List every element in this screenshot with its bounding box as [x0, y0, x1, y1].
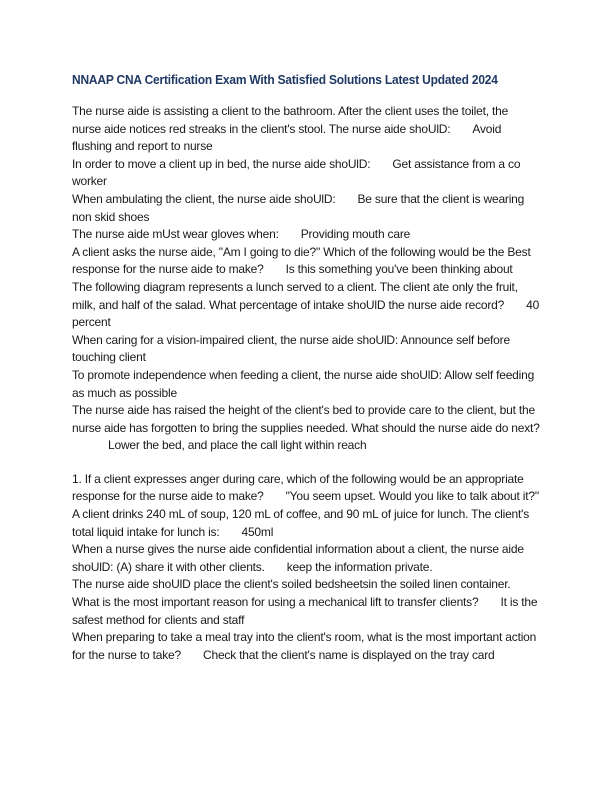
answer-text: Providing mouth care — [300, 227, 411, 242]
qa-item — [72, 402, 540, 455]
qa-item — [72, 367, 540, 402]
answer-text: keep the information private. — [286, 559, 433, 574]
question-text: To promote independence when feeding a client, the nurse aide shoUlD: — [72, 367, 442, 382]
answer-text: Get assistance from a co worker — [72, 156, 521, 189]
question-text: What is the most important reason for using a mechanical lift to transfer clients? — [72, 595, 479, 610]
qa-item — [72, 594, 540, 629]
qa-item — [72, 332, 540, 367]
qa-item — [72, 244, 540, 279]
question-text: The following diagram represents a lunch served to a client. The client ate only the fruit, milk, and half of the salad. What percentage of intake shoUlD the nurse aide record? — [72, 279, 518, 312]
answer-text: "You seem upset. Would you like to talk about it?" — [285, 489, 539, 504]
question-text: 1. If a client expresses anger during care, which of the following would be an appropriate response for the nurse aide to make? — [72, 471, 524, 504]
question-text: The nurse aide is assisting a client to the bathroom. After the client uses the toilet, the nurse aide notices red streaks in the client's stool. The nurse aide shoUlD: — [72, 104, 509, 136]
qa-item — [72, 103, 540, 156]
question-text: The nurse aide has raised the height of the client's bed to provide care to the client, but the nurse aide has forgotten to bring the supplies needed. What should the nurse aide do next? — [72, 403, 540, 435]
qa-item — [72, 226, 540, 244]
answer-text: Avoid flushing and report to nurse — [72, 121, 502, 154]
answer-text: Be sure that the client is wearing non skid shoes — [72, 191, 525, 224]
answer-text: 450ml — [241, 524, 274, 539]
question-text: In order to move a client up in bed, the nurse aide shoUlD: — [72, 156, 371, 171]
qa-item — [72, 506, 540, 541]
qa-section-2 — [72, 471, 540, 665]
qa-item — [72, 191, 540, 226]
qa-section-1 — [72, 103, 540, 455]
qa-item — [72, 541, 540, 576]
qa-item — [72, 576, 540, 594]
question-text: A client drinks 240 mL of soup, 120 mL of coffee, and 90 mL of juice for lunch. The client's total liquid intake for lunch is: — [72, 507, 530, 539]
document-title: NNAAP CNA Certification Exam With Satisfied Solutions Latest Updated 2024 — [72, 72, 498, 87]
question-text: When caring for a vision-impaired client, the nurse aide shoUlD: — [72, 332, 399, 347]
answer-text: Allow self feeding as much as possible — [72, 367, 535, 400]
qa-item — [72, 471, 540, 506]
question-text: The nurse aide shoUlD place the client's soiled bedsheets — [72, 577, 369, 592]
qa-item — [72, 279, 540, 332]
answer-text: It is the safest method for clients and staff — [72, 595, 538, 627]
answer-text: Is this something you've been thinking about — [285, 262, 513, 277]
qa-item — [72, 156, 540, 191]
qa-item — [72, 629, 540, 664]
answer-text: Check that the client's name is displayed on the tray card — [203, 647, 495, 662]
question-text: When ambulating the client, the nurse aide shoUlD: — [72, 191, 336, 206]
answer-text: Lower the bed, and place the call light within reach — [108, 438, 367, 453]
question-text: A client asks the nurse aide, "Am I going to die?" Which of the following would be the Best response for the nurse aide to make? — [72, 244, 531, 277]
question-text: When preparing to take a meal tray into the client's room, what is the most important action for the nurse to take? — [72, 630, 537, 662]
question-text: The nurse aide mUst wear gloves when: — [72, 227, 279, 242]
question-text: When a nurse gives the nurse aide confidential information about a client, the nurse aide shoUlD: (A) share it with other clients. — [72, 542, 524, 574]
answer-text: Announce self before touching client — [72, 332, 510, 365]
answer-text: 40 percent — [72, 297, 540, 330]
answer-text: in the soiled linen container. — [368, 577, 511, 592]
